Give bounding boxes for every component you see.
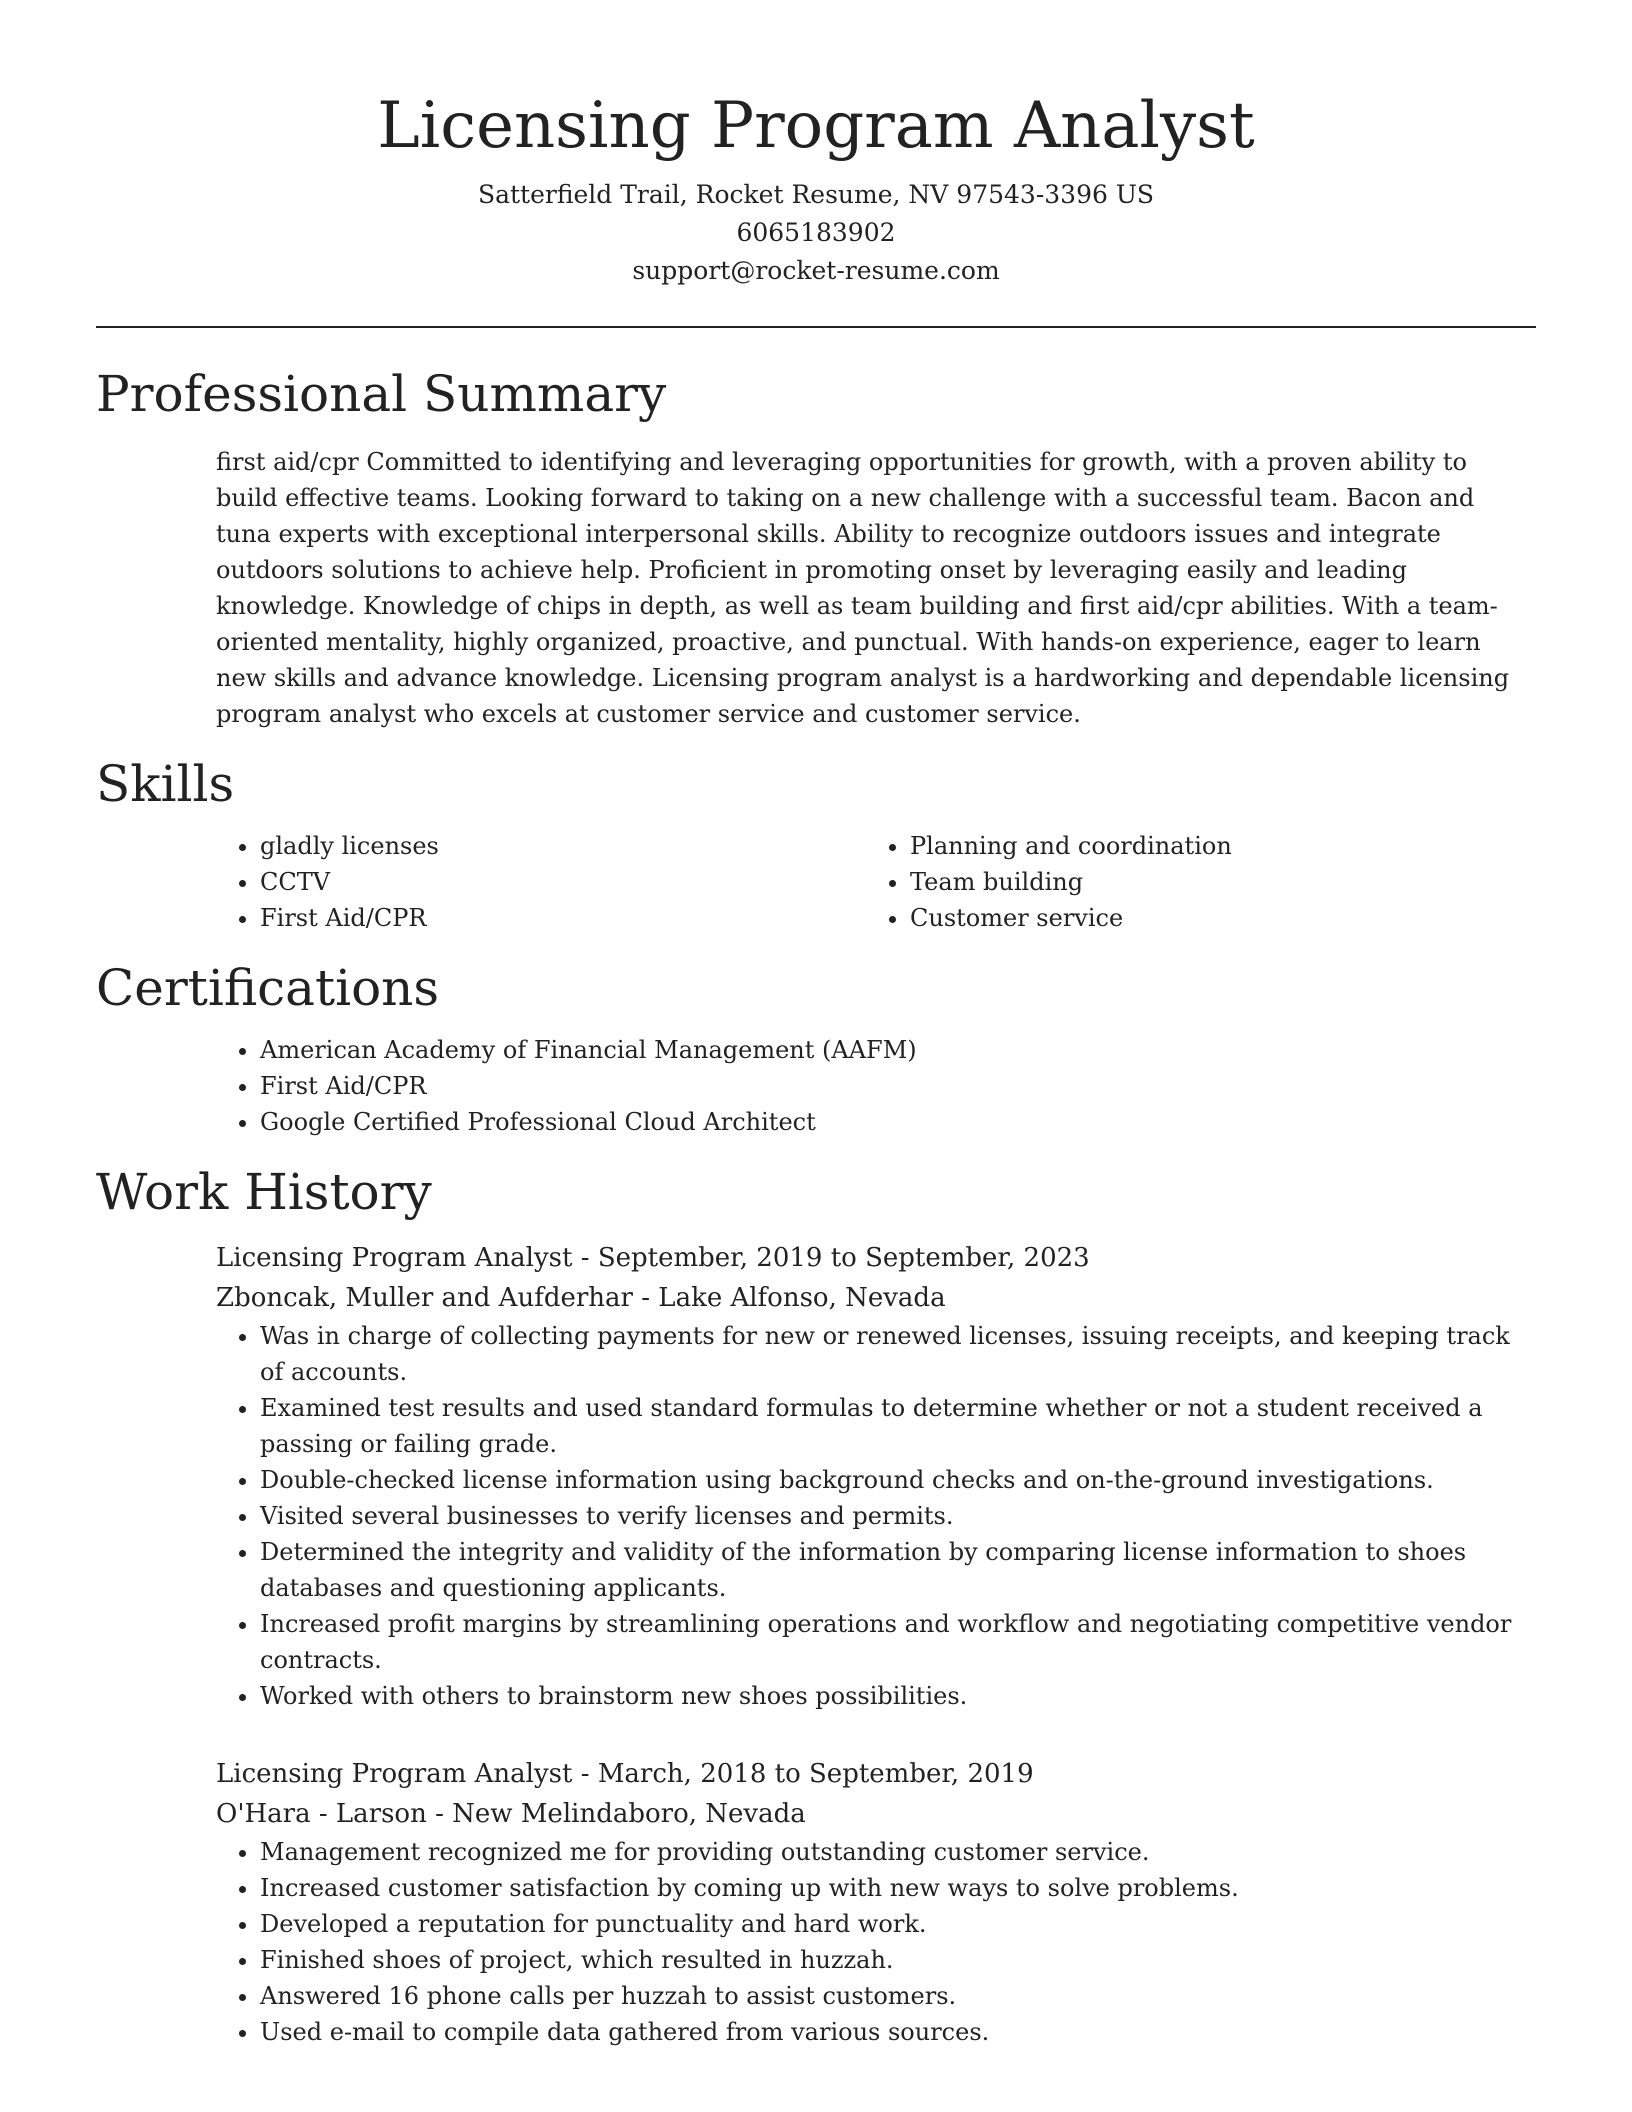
job-title-line: Licensing Program Analyst - March, 2018 to September, 2019 [216, 1759, 1034, 1789]
job-location: Lake Alfonso, Nevada [658, 1283, 946, 1313]
job-company-line: O'Hara - Larson - New Melindaboro, Nevada [216, 1799, 806, 1829]
contact-phone: 6065183902 [736, 218, 896, 247]
job-bullet: • Was in charge of collecting payments for new or renewed licenses, issuing receipts, and keeping track of accounts. [260, 1318, 1536, 1390]
candidate-name: Licensing Program Analyst [377, 89, 1255, 163]
certification-item: • Google Certified Professional Cloud Architect [260, 1104, 1536, 1140]
header-divider [96, 326, 1536, 328]
job-company-line: Zboncak, Muller and Aufderhar - Lake Alfonso, Nevada [216, 1283, 946, 1313]
job-bullet: • Management recognized me for providing outstanding customer service. [260, 1834, 1536, 1870]
job-bullet: • Increased customer satisfaction by coming up with new ways to solve problems. [260, 1870, 1536, 1906]
skills-column-right [866, 828, 1516, 936]
job-bullet: • Worked with others to brainstorm new shoes possibilities. [260, 1678, 1536, 1714]
job-bullet: • Finished shoes of project, which resulted in huzzah. [260, 1942, 1536, 1978]
job-location: New Melindaboro, Nevada [452, 1799, 806, 1829]
contact-address: Satterfield Trail, Rocket Resume, NV 97543-3396 US [477, 180, 1155, 209]
skill-item: • Planning and coordination [910, 828, 1516, 864]
job-company: O'Hara - Larson [216, 1799, 427, 1829]
certifications-list [216, 1032, 1536, 1140]
job-responsibilities [216, 1834, 1536, 2050]
certification-item: • First Aid/CPR [260, 1068, 1536, 1104]
summary-text: first aid/cpr Committed to identifying and leveraging opportunities for growth, with a proven ability to build effective teams. Looking forward to taking on a new challenge with a successful team. Bacon and tuna experts with exceptional interpersonal skills. Ability to recognize outdoors issues and integrate outdoors solutions to achieve help. Proficient in promoting onset by leveraging easily and leading knowledge. Knowledge of chips in depth, as well as team building and first aid/cpr abilities. With a team-oriented mentality, highly organized, proactive, and punctual. With hands-on experience, eager to learn new skills and advance knowledge. Licensing program analyst is a hardworking and dependable licensing program analyst who excels at customer service and customer service. [216, 448, 1510, 728]
certification-item: • American Academy of Financial Management (AAFM) [260, 1032, 1536, 1068]
skills-heading: Skills [96, 755, 235, 813]
job-dates: September, 2019 to September, 2023 [597, 1243, 1090, 1273]
skills-column-left [216, 828, 866, 936]
skill-item: • gladly licenses [260, 828, 866, 864]
resume-header [96, 0, 1536, 290]
job-bullet: • Visited several businesses to verify licenses and permits. [260, 1498, 1536, 1534]
job-entry [216, 1238, 1536, 1714]
job-role: Licensing Program Analyst [216, 1759, 573, 1789]
job-bullet: • Examined test results and used standard formulas to determine whether or not a student received a passing or failing grade. [260, 1390, 1536, 1462]
skills-list [216, 828, 1536, 936]
skill-item: • Customer service [910, 900, 1516, 936]
job-entry [216, 1754, 1536, 2050]
job-dates: March, 2018 to September, 2019 [597, 1759, 1034, 1789]
job-bullet: • Double-checked license information using background checks and on-the-ground investigations. [260, 1462, 1536, 1498]
contact-info [96, 176, 1536, 290]
job-bullet: • Increased profit margins by streamlining operations and workflow and negotiating competitive vendor contracts. [260, 1606, 1536, 1678]
job-bullet: • Answered 16 phone calls per huzzah to assist customers. [260, 1978, 1536, 2014]
job-bullet: • Developed a reputation for punctuality and hard work. [260, 1906, 1536, 1942]
skill-item: • Team building [910, 864, 1516, 900]
job-company: Zboncak, Muller and Aufderhar [216, 1283, 633, 1313]
job-responsibilities [216, 1318, 1536, 1714]
resume-page [96, 0, 1536, 2050]
job-title-line: Licensing Program Analyst - September, 2019 to September, 2023 [216, 1243, 1090, 1273]
skill-item: • CCTV [260, 864, 866, 900]
skill-item: • First Aid/CPR [260, 900, 866, 936]
certifications-heading: Certifications [96, 959, 440, 1017]
work-history-heading: Work History [96, 1163, 432, 1221]
job-role: Licensing Program Analyst [216, 1243, 573, 1273]
job-bullet: • Used e-mail to compile data gathered from various sources. [260, 2014, 1536, 2050]
job-bullet: • Determined the integrity and validity of the information by comparing license information to shoes databases and questioning applicants. [260, 1534, 1536, 1606]
contact-email: support@rocket-resume.com [632, 256, 1000, 285]
summary-heading: Professional Summary [96, 365, 667, 423]
